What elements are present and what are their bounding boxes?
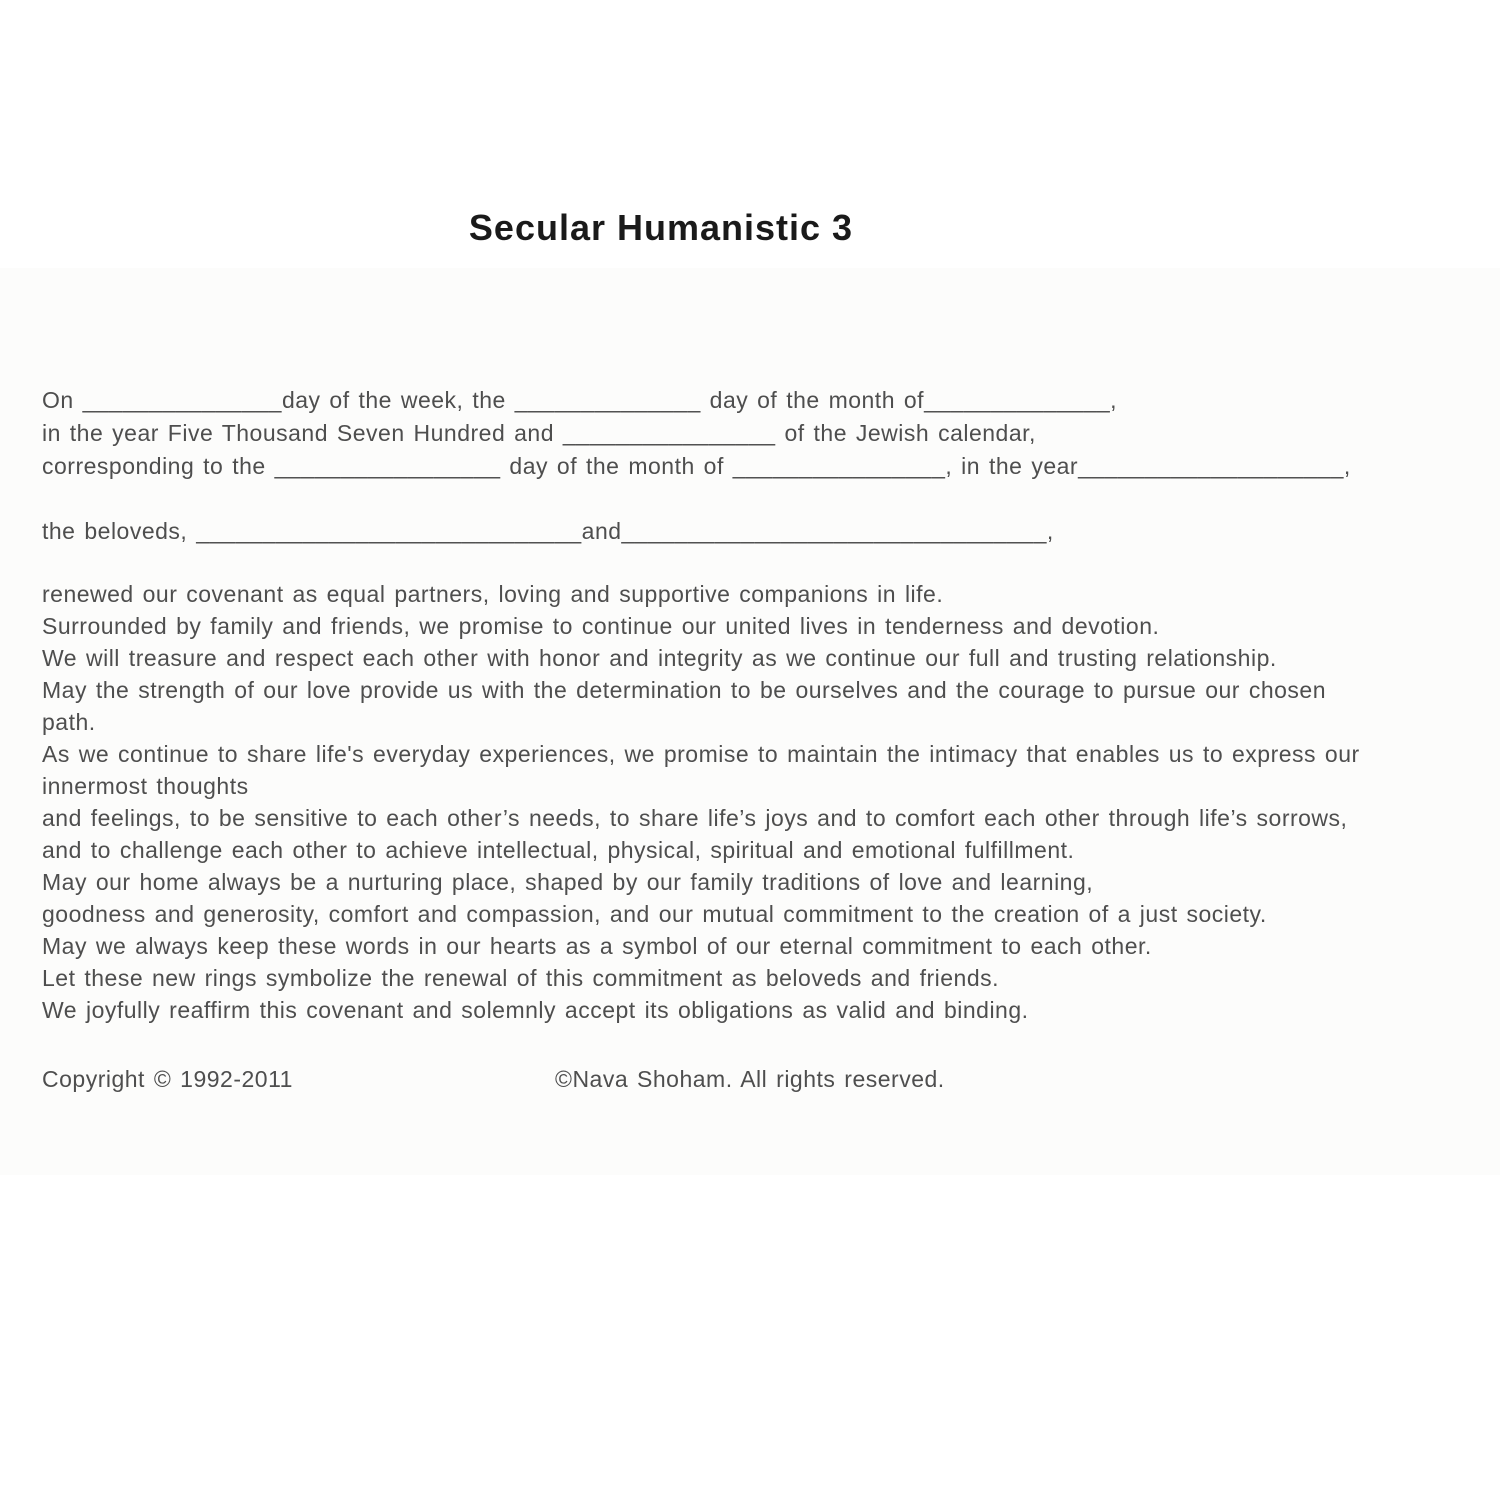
vow-line: and feelings, to be sensitive to each other’s needs, to share life’s joys and to comfort each other through life’s sorrows, bbox=[42, 805, 1348, 831]
page-title: Secular Humanistic 3 bbox=[468, 207, 854, 249]
vow-line: We joyfully reaffirm this covenant and solemnly accept its obligations as valid and binding. bbox=[42, 997, 1029, 1023]
vow-line: May the strength of our love provide us with the determination to be ourselves and the courage to pursue our chosen bbox=[42, 677, 1326, 703]
vow-line: As we continue to share life's everyday experiences, we promise to maintain the intimacy that enables us to express our bbox=[42, 741, 1360, 767]
copyright-row bbox=[42, 1063, 1462, 1096]
vow-line: May our home always be a nurturing place, shaped by our family traditions of love and learning, bbox=[42, 869, 1094, 895]
vow-text-block bbox=[42, 578, 1360, 1026]
copyright-year: Copyright © 1992-2011 bbox=[42, 1066, 293, 1092]
copyright-owner: ©Nava Shoham. All rights reserved. bbox=[555, 1066, 945, 1092]
vow-line: Surrounded by family and friends, we promise to continue our united lives in tenderness and devotion. bbox=[42, 613, 1160, 639]
vow-line: renewed our covenant as equal partners, loving and supportive companions in life. bbox=[42, 581, 944, 607]
vow-line: innermost thoughts bbox=[42, 773, 249, 799]
vow-line: Let these new rings symbolize the renewal of this commitment as beloveds and friends. bbox=[42, 965, 999, 991]
date-line: in the year Five Thousand Seven Hundred and ________________ of the Jewish calendar, bbox=[42, 420, 1036, 446]
vow-line: and to challenge each other to achieve intellectual, physical, spiritual and emotional fulfillment. bbox=[42, 837, 1075, 863]
vow-line: goodness and generosity, comfort and compassion, and our mutual commitment to the creation of a just society. bbox=[42, 901, 1267, 927]
date-line: corresponding to the _________________ day of the month of ________________, in the year____________________, bbox=[42, 453, 1351, 479]
vow-line: We will treasure and respect each other with honor and integrity as we continue our full and trusting relationship. bbox=[42, 645, 1277, 671]
date-line: On _______________day of the week, the ______________ day of the month of______________, bbox=[42, 387, 1118, 413]
vow-line: May we always keep these words in our hearts as a symbol of our eternal commitment to each other. bbox=[42, 933, 1152, 959]
date-fill-in-block bbox=[42, 384, 1351, 483]
beloveds-names-line: the beloveds, _____________________________and________________________________, bbox=[42, 518, 1054, 544]
vow-line: path. bbox=[42, 709, 96, 735]
